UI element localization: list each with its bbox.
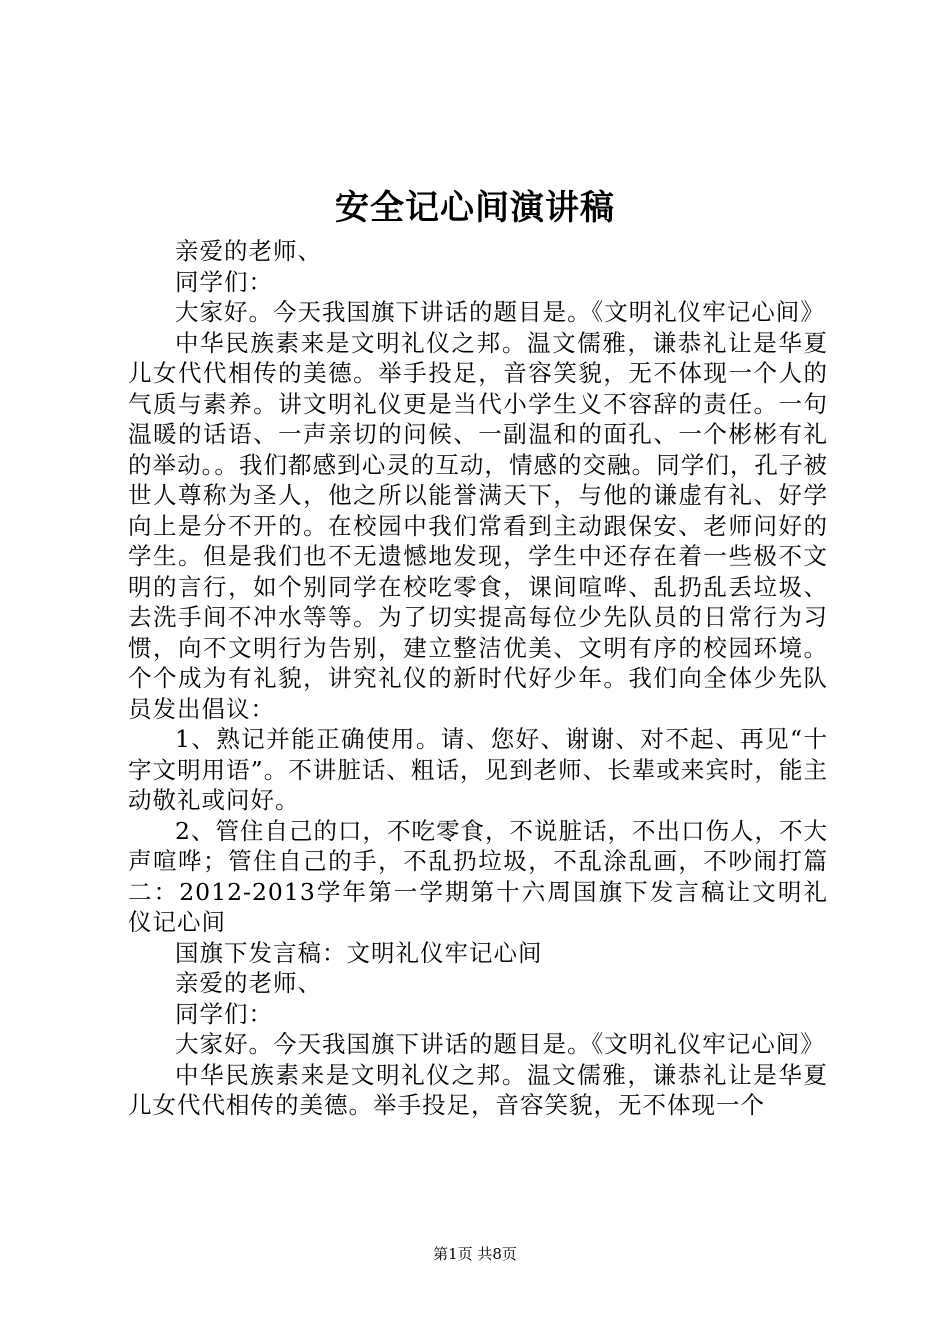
paragraph: 大家好。今天我国旗下讲话的题目是。《文明礼仪牢记心间》 xyxy=(175,298,825,326)
paragraph: 同学们： xyxy=(175,999,273,1028)
paragraph: 同学们： xyxy=(175,267,273,296)
page-number-footer: 第1页 共8页 xyxy=(433,1245,517,1263)
paragraph: 大家好。今天我国旗下讲话的题目是。《文明礼仪牢记心间》 xyxy=(175,1030,825,1058)
paragraph: 1、熟记并能正确使用。请、您好、谢谢、对不起、再见“十字文明用语”。不讲脏话、粗话，见到老师、长辈或来宾时，能主动敬礼或问好。 xyxy=(128,725,828,814)
document-body xyxy=(128,236,828,1121)
paragraph: 亲爱的老师、 xyxy=(175,969,322,997)
paragraph: 国旗下发言稿：文明礼仪牢记心间 xyxy=(175,938,543,967)
paragraph: 中华民族素来是文明礼仪之邦。温文儒雅，谦恭礼让是华夏儿女代代相传的美德。举手投足，音容笑貌，无不体现一个人的气质与素养。讲文明礼仪更是当代小学生义不容辞的责任。一句温暖的话语、一声亲切的问候、一副温和的面孔、一个彬彬有礼的举动。。我们都感到心灵的互动，情感的交融。同学们，孔子被世人尊称为圣人，他之所以能誉满天下，与他的谦虚有礼、好学向上是分不开的。在校园中我们常看到主动跟保安、老师问好的学生。但是我们也不无遗憾地发现，学生中还存在着一些极不文明的言行，如个别同学在校吃零食，课间喧哗、乱扔乱丢垃圾、去洗手间不冲水等等。为了切实提高每位少先队员的日常行为习惯，向不文明行为告别，建立整洁优美、文明有序的校园环境。个个成为有礼貌，讲究礼仪的新时代好少年。我们向全体少先队员发出倡议： xyxy=(128,328,828,723)
paragraph: 中华民族素来是文明礼仪之邦。温文儒雅，谦恭礼让是华夏儿女代代相传的美德。举手投足，音容笑貌，无不体现一个 xyxy=(128,1060,828,1119)
paragraph: 亲爱的老师、 xyxy=(175,237,322,265)
document-title: 安全记心间演讲稿 xyxy=(335,188,615,228)
paragraph: 2、管住自己的口，不吃零食，不说脏话，不出口伤人，不大声喧哗；管住自己的手，不乱扔垃圾，不乱涂乱画，不吵闹打篇二：2012-2013学年第一学期第十六周国旗下发言稿让文明礼仪记心间 xyxy=(128,816,828,936)
